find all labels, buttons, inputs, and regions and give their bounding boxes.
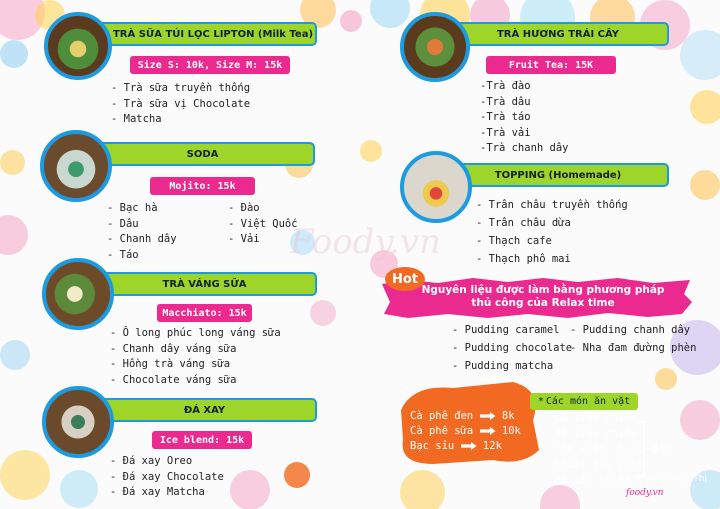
- list-item: - Khoai tây chiên: [542, 458, 650, 471]
- hot-label: Hot: [391, 271, 419, 287]
- topping-photo: [400, 151, 472, 223]
- list-item: - Táo: [107, 248, 139, 261]
- hot-text: [408, 284, 678, 310]
- ice-blend-banner: [92, 398, 317, 422]
- coffee-price: 8k: [501, 410, 515, 422]
- watermark-center: Foody.vn: [290, 222, 442, 262]
- snacks-title: Các món ăn vặt: [545, 396, 631, 407]
- list-item: - Chanh dây váng sữa: [110, 342, 237, 355]
- list-item: - Pudding matcha: [452, 360, 554, 372]
- ice-blend-list: [110, 454, 224, 501]
- milk-tea-title: TRÀ SỮA TÚI LỌC LIPTON (Milk Tea): [112, 28, 314, 40]
- fruit-tea-banner: [447, 22, 669, 46]
- list-item: - Chocolate váng sữa: [110, 373, 237, 386]
- list-item: - Bạc hà: [107, 202, 158, 214]
- ice-blend-photo: [42, 386, 114, 458]
- fruit-tea-title: TRÀ HƯƠNG TRÁI CÂY: [496, 28, 620, 40]
- list-item: - Nha đam đường phèn: [570, 342, 697, 354]
- list-item: - Bò viên chiên: [542, 427, 637, 440]
- coffee-row: [410, 409, 521, 424]
- arrow-icon: [480, 427, 496, 435]
- topping-banner: [447, 163, 669, 187]
- list-item: - Vải: [228, 233, 260, 245]
- arrow-icon: [480, 412, 496, 420]
- list-item: - Đá xay Chocolate: [110, 470, 224, 483]
- list-item: - Trà sữa truyền thống: [111, 82, 251, 94]
- photo-credit: Y Nhân Trương Thị: [625, 474, 707, 484]
- soda-photo: [40, 130, 112, 202]
- soda-banner: [90, 142, 315, 166]
- list-item: -Trà táo: [480, 111, 531, 123]
- list-item: - Trân châu dừa: [476, 217, 571, 229]
- snacks-title-box: [530, 393, 638, 410]
- ice-blend-title: ĐÁ XAY: [183, 404, 226, 416]
- hot-line-2: thủ công của Relax time: [471, 297, 615, 309]
- list-item: - Há cảo chiên: [542, 474, 631, 486]
- fruit-tea-price: Fruit Tea: 15K: [486, 56, 616, 74]
- milk-tea-price: Size S: 10k, Size M: 15k: [130, 56, 290, 74]
- coffee-name: Cà phê đen: [410, 410, 474, 422]
- soda-title: SODA: [186, 148, 219, 160]
- milk-foam-list: [110, 326, 281, 388]
- list-item: - Pudding caramel: [452, 324, 560, 336]
- hot-line-1: Nguyên liệu được làm bằng phương pháp: [421, 284, 665, 296]
- list-item: - Cá viên chiên: [542, 412, 637, 424]
- list-item: - Đá xay Oreo: [110, 455, 193, 467]
- list-item: -Trà dâu: [480, 95, 531, 108]
- milk-foam-title: TRÀ VÁNG SỮA: [162, 278, 247, 290]
- soda-list-left: [107, 201, 177, 263]
- star-icon: *: [537, 396, 544, 407]
- soda-price: Mojito: 15k: [150, 177, 255, 195]
- fruit-tea-list: [480, 79, 569, 157]
- list-item: - Tôm viên chiên: [542, 443, 644, 455]
- snacks-price: 10k: [653, 441, 673, 454]
- list-item: - Trân châu truyền thống: [476, 199, 628, 211]
- list-item: - Đá xay Matcha: [110, 486, 205, 498]
- milk-tea-list: [111, 81, 250, 128]
- milk-foam-banner: [92, 272, 317, 296]
- pudding-list-left: [452, 321, 572, 375]
- list-item: -Trà chanh dây: [480, 142, 569, 154]
- list-item: - Thạch cafe: [476, 235, 552, 247]
- coffee-row: [410, 439, 521, 454]
- list-item: - Dâu: [107, 217, 139, 230]
- brand-watermark: foody.vn: [626, 488, 664, 498]
- topping-list: [476, 196, 628, 268]
- list-item: - Việt Quốc: [228, 217, 298, 230]
- list-item: - Thạch phô mai: [476, 253, 571, 265]
- pudding-list-right: [570, 321, 696, 357]
- topping-title: TOPPING (Homemade): [494, 169, 622, 181]
- milk-foam-price: Macchiato: 15k: [157, 304, 252, 322]
- coffee-list: [410, 409, 521, 454]
- coffee-name: Bạc sỉu: [410, 440, 455, 452]
- fruit-tea-photo: [400, 12, 470, 82]
- milk-tea-photo: [44, 12, 112, 80]
- list-item: - Pudding chanh dây: [570, 324, 691, 336]
- list-item: - Đào: [228, 202, 260, 214]
- soda-list-right: [228, 201, 298, 248]
- arrow-icon: [461, 442, 477, 450]
- coffee-row: [410, 424, 521, 439]
- macchiato-photo: [42, 258, 114, 330]
- coffee-price: 12k: [482, 440, 502, 452]
- list-item: -Trà đào: [480, 80, 531, 92]
- list-item: - Chanh dây: [107, 233, 177, 245]
- coffee-name: Cà phê sữa: [410, 425, 474, 437]
- ice-blend-price: Ice blend: 15k: [152, 431, 252, 449]
- coffee-price: 10k: [501, 425, 521, 437]
- list-item: - Trà sữa vị Chocolate: [111, 97, 251, 110]
- list-item: - Hồng trà váng sữa: [110, 358, 231, 370]
- list-item: -Trà vải: [480, 126, 531, 139]
- milk-tea-banner: [95, 22, 317, 46]
- list-item: - Ô long phúc long váng sữa: [110, 327, 281, 339]
- list-item: - Matcha: [111, 113, 162, 125]
- list-item: - Pudding chocolate: [452, 342, 573, 354]
